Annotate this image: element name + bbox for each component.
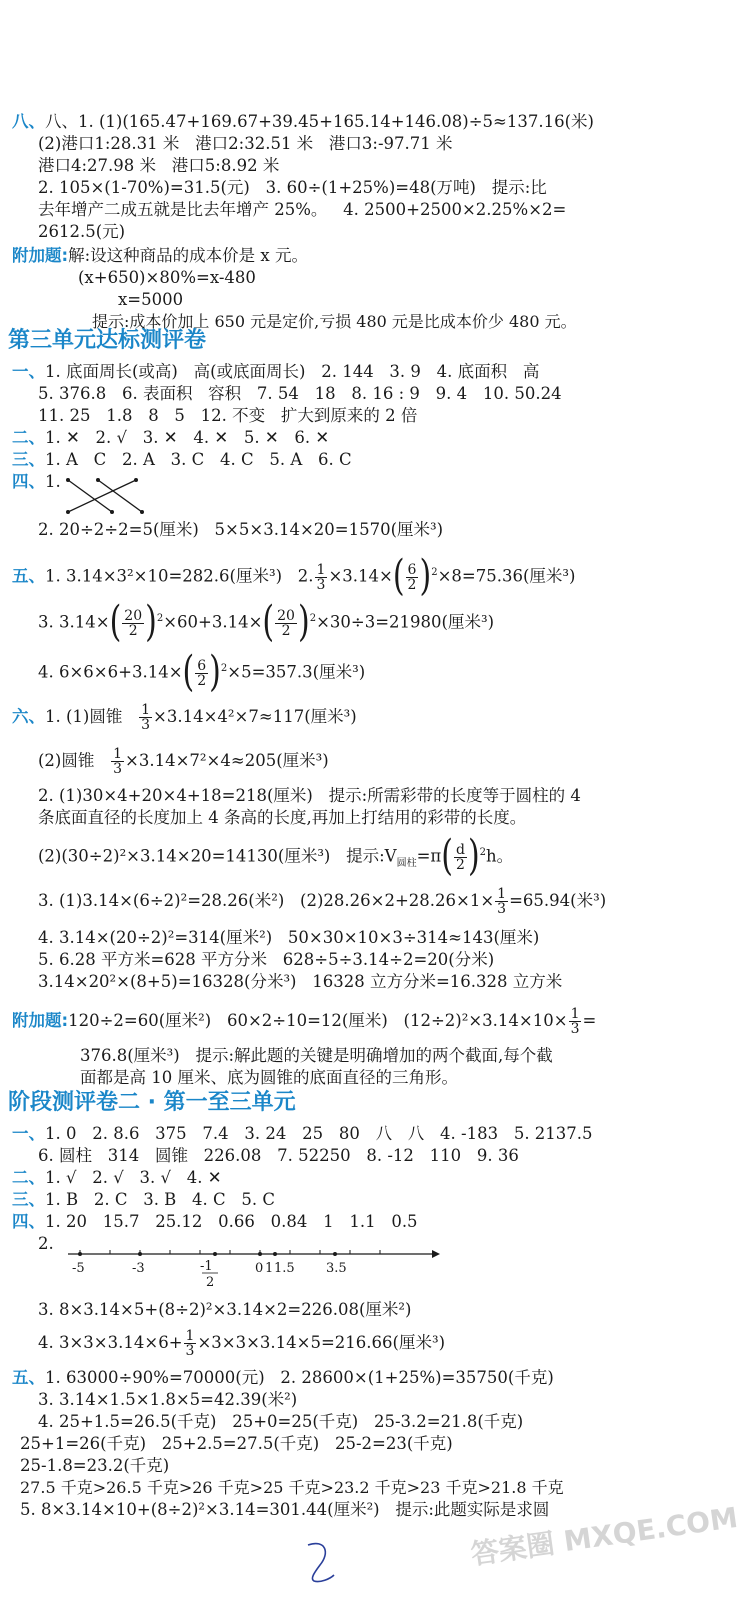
subscript: 圆柱 [396,857,417,869]
fraction [495,887,508,916]
stage2-q5-line7: 5. 8×3.14×10+(8÷2)²×3.14=301.44(厘米²) 提示:此题实际是求圆 [20,1500,550,1519]
text: ×3×3×3.14×5=216.66(厘米³) [197,1333,446,1352]
unit3-p1-line3: 11. 25 1.8 8 5 12. 不变 扩大到原来的 2 倍 [38,406,418,425]
denominator: 3 [497,901,507,917]
text: 3. 3.14× [38,612,110,632]
number-line [60,1244,440,1294]
s8-line2: (2)港口1:28.31 米 港口2:32.51 米 港口3:-97.71 米 [38,134,453,153]
stage2-q1-line2: 6. 圆柱 314 圆锥 226.08 7. 52250 8. -12 110 9. 36 [38,1146,519,1165]
match-dot [66,478,70,482]
paren: ) [297,597,310,647]
stage2-q2 [12,1168,222,1188]
stage2-q4-line3: 3. 8×3.14×5+(8÷2)²×3.14×2=226.08(厘米²) [38,1300,412,1319]
text: =π [416,846,442,866]
text: (2)(30÷2)²×3.14×20=14130(厘米³) 提示:V [38,846,397,866]
stage2-q4-line1 [12,1212,418,1232]
numerator: d [455,841,465,858]
marker-5: 五、 [12,1368,45,1387]
marker-6: 六、 [12,707,45,726]
fraction [139,703,152,732]
denominator: 3 [141,717,151,733]
match-dot [96,478,100,482]
text: 1. [45,472,61,491]
denominator: 2 [281,622,291,639]
text: 1. (1)圆锥 [45,707,123,726]
unit3-extra-line1 [12,1004,596,1038]
unit3-p5-line3: 4. 6×6×6+3.14×( $\frac{6}{2}$ )$^2$×5=357.3(厘米³) [38,647,366,697]
unit3-p6-line9: 3.14×20²×(8+5)=16328(分米³) 16328 立方分米=16.328 立方米 [38,972,563,991]
stage2-q5-line4: 25+1=26(千克) 25+2.5=27.5(千克) 25-2=23(千克) [20,1434,453,1453]
denominator: 2 [128,622,138,639]
numerator: 1 [570,1006,580,1022]
marker-1: 一、 [12,362,45,381]
stage2-q5-line5: 25-1.8=23.2(千克) [20,1456,170,1475]
unit3-p6-line2 [38,744,329,778]
text: = [582,1011,597,1030]
text: 1. 底面周长(或高) 高(或底面周长) 2. 144 3. 9 4. 底面积 高 [45,362,540,381]
extra-marker: 附加题: [12,1011,69,1030]
watermark-text: 答案圈 MXQE.COM [468,1500,740,1572]
text: 3. (1)3.14×(6÷2)²=28.26(米²) (2)28.26×2+28.26×1× [38,891,495,910]
fraction [111,747,124,776]
fraction [569,1007,582,1036]
text: 1. 63000÷90%=70000(元) 2. 28600×(1+25%)=35750(千克) [45,1368,554,1387]
unit3-p3 [12,450,352,470]
label-minus-half-den: 2 [206,1275,215,1290]
extra1-line1 [12,246,308,266]
extra1-line4: 提示:成本价加上 650 元是定价,亏损 480 元是比成本价少 480 元。 [92,312,577,331]
stage2-q5-line2: 3. 3.14×1.5×1.8×5=42.39(米²) [38,1390,298,1409]
fraction [454,843,467,872]
paren: ( [182,647,195,697]
denominator: 3 [185,1343,195,1359]
label-1-5: 1.5 [274,1261,295,1276]
unit3-p6-line6 [38,884,606,918]
matching-lines-diagram [60,476,150,518]
text: ×3.14× [328,566,393,586]
label-minus5: -5 [72,1261,85,1276]
point [213,1252,217,1256]
marker-2: 二、 [12,428,45,447]
fraction [406,563,419,592]
marker-4: 四、 [12,472,45,491]
paren: ) [419,551,432,601]
unit3-p6-line7: 4. 3.14×(20÷2)²=314(厘米²) 50×30×10×3÷314≈143(厘米) [38,928,540,947]
text: ×8=75.36(厘米³) [437,566,576,586]
stage2-q5-line6: 27.5 千克>26.5 千克>26 千克>25 千克>23.2 千克>23 千克>21.8 千克 [20,1478,564,1497]
marker-3: 三、 [12,1190,45,1209]
scribble [308,1544,334,1582]
paren: ( [441,831,453,881]
unit3-extra-line2: 376.8(厘米³) 提示:解此题的关键是明确增加的两个截面,每个截 [80,1046,553,1065]
paren: ( [262,597,275,647]
label-minus-half-num: -1 [200,1259,213,1274]
text: 120÷2=60(厘米²) 60×2÷10=12(厘米) (12÷2)²×3.14×10× [68,1011,568,1030]
paren: ) [209,647,221,697]
stage2-q5-line3: 4. 25+1.5=26.5(千克) 25+0=25(千克) 25-3.2=21.8(千克) [38,1412,524,1431]
unit3-p6-line8: 5. 6.28 平方米=628 平方分米 628÷5÷3.14÷2=20(分米) [38,950,495,969]
fraction [184,1329,197,1358]
numerator: 1 [316,561,326,578]
label-minus3: -3 [132,1261,145,1276]
text: 4. 6×6×6+3.14× [38,662,183,682]
marker-1: 一、 [12,1124,45,1143]
denominator: 2 [407,576,417,593]
unit3-p1-line2: 5. 376.8 6. 表面积 容积 7. 54 18 8. 16 : 9 9. 4 10. 50.24 [38,384,562,403]
text: 1. 0 2. 8.6 375 7.4 3. 24 25 80 八 八 4. -183 5. 2137.5 [45,1124,593,1143]
text: 1. A C 2. A 3. C 4. C 5. A 6. C [45,450,352,469]
unit3-p4-line2: 2. 20÷2÷2=5(厘米) 5×5×3.14×20=1570(厘米³) [38,520,444,539]
label-3-5: 3.5 [326,1261,347,1276]
stage2-q1-line1 [12,1124,593,1144]
numerator: 6 [197,657,207,674]
unit3-p5-line1: 五、1. 3.14×3²×10=282.6(厘米³) 2. $\frac{1}{3}$ ×3.14×( $\frac{6}{2}$ )$^2$×8=75.36(厘米³) [12,551,576,601]
handwritten-mark [300,1535,340,1585]
text: 4. 3×3×3.14×6+ [38,1333,183,1352]
text: 1. ✕ 2. √ 3. ✕ 4. ✕ 5. ✕ 6. ✕ [45,428,330,447]
stage2-q3 [12,1190,275,1210]
extra1-line2: (x+650)×80%=x-480 [78,268,256,287]
unit3-p6-line3: 2. (1)30×4+20×4+18=218(厘米) 提示:所需彩带的长度等于圆柱的 4 [38,786,581,805]
marker-3: 三、 [12,450,45,469]
numerator: 1 [185,1328,195,1344]
point [138,1252,142,1256]
unit3-p2 [12,428,329,448]
unit3-extra-line3: 面都是高 10 厘米、底为圆锥的底面直径的三角形。 [80,1068,458,1087]
unit3-p6-line1 [12,700,357,734]
marker-5: 五、 [12,566,45,586]
text: 八、1. (1)(165.47+169.67+39.45+165.14+146.08)÷5≈137.16(米) [45,112,594,131]
unit3-p1-line1 [12,362,539,382]
numerator: 20 [277,607,295,624]
denominator: 3 [316,576,326,593]
text: 1. 20 15.7 25.12 0.66 0.84 1 1.1 0.5 [45,1212,418,1231]
paren: ) [467,831,480,881]
match-dot [134,478,138,482]
s8-line3: 港口4:27.98 米 港口5:8.92 米 [38,156,280,175]
numerator: 6 [407,561,417,578]
text: ×30÷3=21980(厘米³) [316,612,495,632]
fraction [275,609,297,638]
text: ×60+3.14× [163,612,263,632]
denominator: 3 [113,761,123,777]
text: 1. B 2. C 3. B 4. C 5. C [45,1190,276,1209]
paren: ( [392,551,405,601]
marker-4: 四、 [12,1212,45,1231]
paren: ( [109,597,122,647]
extra-marker: 附加题: [12,246,69,265]
fraction [315,563,328,592]
s8-line5: 去年增产二成五就是比去年增产 25%。 4. 2500+2500×2.25%×2= [38,200,567,219]
text: 解:设这种商品的成本价是 x 元。 [68,246,308,265]
stage2-q4-line4 [38,1326,445,1360]
s8-line4: 2. 105×(1-70%)=31.5(元) 3. 60÷(1+25%)=48(万吨) 提示:比 [38,178,547,197]
fraction [195,659,208,688]
point [333,1252,337,1256]
fraction [122,609,144,638]
text: 1. 3.14×3²×10=282.6(厘米³) 2. [45,566,314,586]
denominator: 3 [570,1021,580,1037]
unit3-p5-line2: 3. 3.14×( $\frac{20}{2}$ )$^2$×60+3.14×( $\frac{20}{2}$ )$^2$×30÷3=21980(厘米³) [38,597,495,647]
denominator: 2 [197,672,207,689]
match-line [68,480,136,512]
numerator: 20 [124,607,143,624]
point [258,1252,262,1256]
match-dot [140,510,144,514]
text: ×5=357.3(厘米³) [227,662,366,682]
marker-2: 二、 [12,1168,45,1187]
unit3-p6-line4: 条底面直径的长度加上 4 条高的长度,再加上打结用的彩带的长度。 [38,808,527,827]
stage2-title: 阶段测评卷二 · 第一至三单元 [8,1090,296,1115]
text: ×3.14×7²×4≈205(厘米³) [125,751,329,770]
unit3-p4 [12,472,61,492]
point [273,1252,277,1256]
arrow-icon [432,1250,440,1258]
unit3-title: 第三单元达标测评卷 [8,328,207,353]
label-1: 1 [265,1261,274,1276]
numerator: 1 [141,702,151,718]
numerator: 1 [497,886,507,902]
text: =65.94(米³) [509,891,607,910]
numerator: 1 [113,746,123,762]
text: (2)圆锥 [38,751,95,770]
s8-line1 [12,112,594,132]
stage2-q4-line2: 2. [38,1234,54,1253]
marker-8: 八、 [12,112,45,131]
s8-line6: 2612.5(元) [38,222,126,241]
unit3-p6-line5: (2)(30÷2)²×3.14×20=14130(厘米³) 提示$:V_{圆柱}=\pi$( $\frac{d}{2}$ )$^2$h。 [38,831,514,881]
point [78,1252,82,1256]
denominator: 2 [455,856,465,873]
text: h。 [486,846,514,866]
match-dot [110,510,114,514]
watermark-logo [468,1500,740,1590]
match-dot [66,510,70,514]
text: 1. √ 2. √ 3. √ 4. ✕ [45,1168,222,1187]
text: ×3.14×4²×7≈117(厘米³) [153,707,357,726]
stage2-q5-line1 [12,1368,554,1388]
label-0: 0 [255,1261,264,1276]
extra1-line3: x=5000 [118,290,184,309]
paren: ) [145,597,157,647]
